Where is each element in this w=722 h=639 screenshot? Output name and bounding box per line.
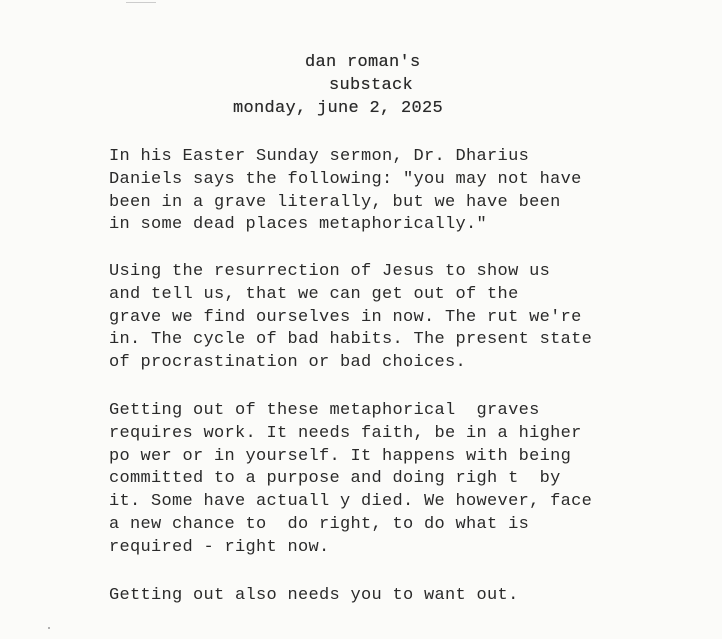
paragraph-3 (109, 400, 592, 560)
paragraph-line: Daniels says the following: "you may not have (109, 169, 582, 189)
paragraph-line: and tell us, that we can get out of the (109, 284, 519, 304)
paragraph-line: it. Some have actuall y died. We however, face (109, 492, 593, 512)
paragraph-line: of procrastination or bad choices. (109, 353, 467, 373)
paragraph-1 (109, 146, 582, 237)
paragraph-4 (109, 585, 519, 608)
paragraph-line: po wer or in yourself. It happens with being (109, 446, 572, 466)
paragraph-line: in some dead places metaphorically." (109, 215, 488, 235)
paragraph-line: a new chance to do right, to do what is (109, 514, 530, 534)
paragraph-line: required - right now. (109, 537, 330, 557)
paper-edge-mark (126, 2, 156, 3)
publication-line: substack (329, 76, 414, 95)
date-line: monday, june 2, 2025 (233, 99, 444, 118)
paper-speck (48, 627, 50, 629)
paragraph-line: committed to a purpose and doing righ t by (109, 469, 561, 489)
paragraph-line: in. The cycle of bad habits. The present state (109, 330, 593, 350)
paragraph-line: In his Easter Sunday sermon, Dr. Dharius (109, 147, 530, 166)
paragraph-line: been in a grave literally, but we have been (109, 192, 561, 212)
paragraph-line: requires work. It needs faith, be in a higher (109, 423, 582, 443)
paragraph-line: Using the resurrection of Jesus to show us (109, 262, 551, 281)
paragraph-line: Getting out of these metaphorical graves (109, 401, 540, 420)
author-line: dan roman's (305, 53, 421, 72)
paragraph-line: Getting out also needs you to want out. (109, 586, 519, 605)
paragraph-2 (109, 261, 592, 375)
paragraph-line: grave we find ourselves in now. The rut we're (109, 307, 582, 327)
